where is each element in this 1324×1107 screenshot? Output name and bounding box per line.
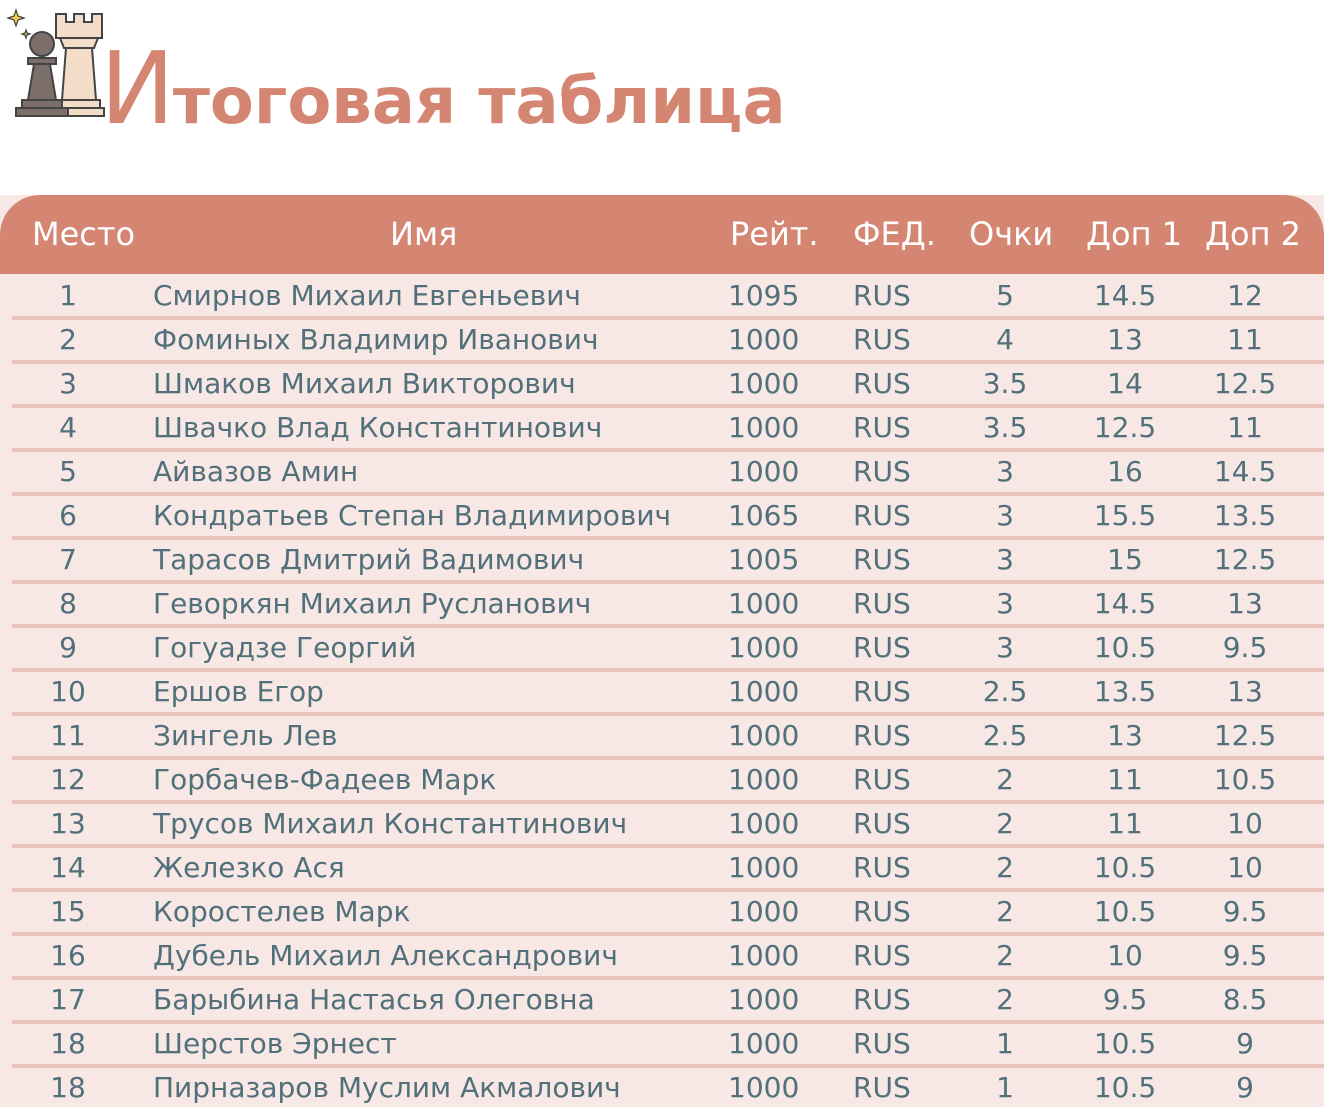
cell-federation: RUS [853,587,911,620]
table-row [0,318,1324,362]
cell-place: 9 [59,631,77,664]
header-tiebreak-2: Доп 2 [1205,215,1302,253]
cell-points: 2 [996,807,1014,840]
cell-points: 2 [996,983,1014,1016]
cell-rating: 1000 [728,587,800,620]
cell-tiebreak-2: 13 [1227,587,1263,620]
header-federation: ФЕД. [853,215,936,253]
cell-rating: 1000 [728,367,800,400]
cell-points: 2 [996,763,1014,796]
cell-place: 11 [50,719,86,752]
cell-rating: 1095 [728,279,800,312]
cell-rating: 1000 [728,455,800,488]
cell-points: 2 [996,851,1014,884]
cell-rating: 1000 [728,807,800,840]
cell-name: Швачко Влад Константинович [153,411,603,444]
title-first-letter: И [100,30,173,147]
cell-federation: RUS [853,323,911,356]
cell-tiebreak-2: 9.5 [1222,895,1268,928]
cell-federation: RUS [853,631,911,664]
cell-place: 18 [50,1027,86,1060]
table-row [0,538,1324,582]
cell-federation: RUS [853,807,911,840]
table-row [0,714,1324,758]
standings-table [0,195,1324,1107]
cell-rating: 1000 [728,851,800,884]
cell-name: Зингель Лев [153,719,338,752]
cell-name: Шмаков Михаил Викторович [153,367,576,400]
cell-tiebreak-2: 12.5 [1213,719,1277,752]
cell-name: Кондратьев Степан Владимирович [153,499,672,532]
cell-place: 3 [59,367,77,400]
cell-tiebreak-1: 16 [1107,455,1143,488]
cell-points: 3 [996,455,1014,488]
cell-name: Тарасов Дмитрий Вадимович [153,543,585,576]
cell-place: 5 [59,455,77,488]
cell-rating: 1000 [728,411,800,444]
table-row [0,758,1324,802]
cell-name: Дубель Михаил Александрович [153,939,618,972]
cell-place: 1 [59,279,77,312]
cell-tiebreak-1: 10.5 [1093,1071,1157,1104]
cell-points: 3 [996,587,1014,620]
page-header [0,0,1324,150]
cell-rating: 1000 [728,939,800,972]
cell-rating: 1000 [728,1071,800,1104]
cell-name: Гогуадзе Георгий [153,631,417,664]
table-row [0,802,1324,846]
cell-federation: RUS [853,851,911,884]
cell-points: 3 [996,631,1014,664]
cell-name: Трусов Михаил Константинович [153,807,628,840]
cell-points: 2 [996,895,1014,928]
cell-place: 15 [50,895,86,928]
cell-place: 12 [50,763,86,796]
table-row [0,450,1324,494]
cell-tiebreak-1: 11 [1107,763,1143,796]
cell-tiebreak-2: 12.5 [1213,367,1277,400]
cell-tiebreak-2: 10 [1227,851,1263,884]
cell-tiebreak-1: 12.5 [1093,411,1157,444]
cell-rating: 1000 [728,763,800,796]
table-row [0,978,1324,1022]
cell-points: 2.5 [982,719,1028,752]
table-row [0,274,1324,318]
page-title [100,14,786,164]
cell-tiebreak-1: 14.5 [1093,279,1157,312]
cell-place: 6 [59,499,77,532]
cell-tiebreak-1: 15.5 [1093,499,1157,532]
header-place: Место [32,215,136,253]
table-header [0,195,1324,274]
cell-tiebreak-2: 12 [1227,279,1263,312]
cell-points: 2.5 [982,675,1028,708]
cell-federation: RUS [853,939,911,972]
cell-tiebreak-2: 10 [1227,807,1263,840]
cell-points: 5 [996,279,1014,312]
cell-points: 3 [996,543,1014,576]
table-row [0,846,1324,890]
cell-tiebreak-1: 9.5 [1102,983,1148,1016]
cell-place: 4 [59,411,77,444]
cell-name: Шерстов Эрнест [153,1027,397,1060]
cell-rating: 1000 [728,983,800,1016]
header-rating: Рейт. [730,215,819,253]
table-row [0,406,1324,450]
cell-rating: 1000 [728,895,800,928]
cell-tiebreak-2: 9.5 [1222,939,1268,972]
cell-place: 8 [59,587,77,620]
cell-tiebreak-1: 15 [1107,543,1143,576]
cell-name: Пирназаров Муслим Акмалович [153,1071,621,1104]
cell-name: Айвазов Амин [153,455,359,488]
cell-place: 18 [50,1071,86,1104]
cell-rating: 1065 [728,499,800,532]
cell-federation: RUS [853,279,911,312]
cell-name: Барыбина Настасья Олеговна [153,983,595,1016]
cell-points: 3.5 [982,367,1028,400]
table-row [0,890,1324,934]
cell-rating: 1000 [728,631,800,664]
table-row [0,582,1324,626]
table-row [0,362,1324,406]
cell-points: 4 [996,323,1014,356]
cell-place: 10 [50,675,86,708]
table-row [0,626,1324,670]
cell-federation: RUS [853,455,911,488]
cell-place: 14 [50,851,86,884]
sparkle-icon [8,10,30,38]
cell-tiebreak-2: 8.5 [1222,983,1268,1016]
cell-name: Геворкян Михаил Русланович [153,587,592,620]
cell-points: 1 [996,1071,1014,1104]
cell-rating: 1005 [728,543,800,576]
cell-tiebreak-1: 11 [1107,807,1143,840]
cell-tiebreak-2: 9.5 [1222,631,1268,664]
cell-tiebreak-2: 10.5 [1213,763,1277,796]
table-body [0,274,1324,1107]
cell-federation: RUS [853,543,911,576]
cell-tiebreak-2: 11 [1227,323,1263,356]
cell-federation: RUS [853,367,911,400]
cell-place: 2 [59,323,77,356]
cell-place: 16 [50,939,86,972]
cell-rating: 1000 [728,675,800,708]
cell-federation: RUS [853,895,911,928]
cell-tiebreak-1: 10 [1107,939,1143,972]
cell-name: Смирнов Михаил Евгеньевич [153,279,581,312]
cell-name: Коростелев Марк [153,895,411,928]
cell-federation: RUS [853,411,911,444]
cell-name: Железко Ася [153,851,345,884]
cell-points: 3 [996,499,1014,532]
header-points: Очки [969,215,1054,253]
cell-federation: RUS [853,719,911,752]
cell-tiebreak-1: 10.5 [1093,1027,1157,1060]
cell-tiebreak-2: 9 [1236,1027,1254,1060]
cell-place: 13 [50,807,86,840]
cell-name: Горбачев-Фадеев Марк [153,763,497,796]
cell-federation: RUS [853,675,911,708]
cell-federation: RUS [853,1071,911,1104]
cell-federation: RUS [853,763,911,796]
cell-rating: 1000 [728,719,800,752]
cell-tiebreak-1: 13.5 [1093,675,1157,708]
table-row [0,1066,1324,1107]
cell-tiebreak-1: 10.5 [1093,631,1157,664]
cell-points: 2 [996,939,1014,972]
pawn-icon [16,32,68,116]
cell-tiebreak-1: 14 [1107,367,1143,400]
header-name: Имя [390,215,458,253]
cell-tiebreak-2: 11 [1227,411,1263,444]
cell-federation: RUS [853,983,911,1016]
cell-points: 3.5 [982,411,1028,444]
cell-name: Ершов Егор [153,675,324,708]
table-row [0,934,1324,978]
table-row [0,494,1324,538]
cell-rating: 1000 [728,323,800,356]
cell-tiebreak-1: 10.5 [1093,895,1157,928]
cell-place: 7 [59,543,77,576]
cell-points: 1 [996,1027,1014,1060]
cell-tiebreak-2: 13.5 [1213,499,1277,532]
cell-tiebreak-1: 10.5 [1093,851,1157,884]
cell-federation: RUS [853,1027,911,1060]
cell-tiebreak-2: 9 [1236,1071,1254,1104]
header-tiebreak-1: Доп 1 [1086,215,1183,253]
cell-tiebreak-1: 14.5 [1093,587,1157,620]
cell-tiebreak-1: 13 [1107,323,1143,356]
cell-tiebreak-1: 13 [1107,719,1143,752]
table-row [0,1022,1324,1066]
cell-place: 17 [50,983,86,1016]
cell-tiebreak-2: 13 [1227,675,1263,708]
cell-rating: 1000 [728,1027,800,1060]
title-rest: тоговая таблица [172,65,786,139]
cell-tiebreak-2: 12.5 [1213,543,1277,576]
cell-name: Фоминых Владимир Иванович [153,323,599,356]
cell-federation: RUS [853,499,911,532]
table-row [0,670,1324,714]
cell-tiebreak-2: 14.5 [1213,455,1277,488]
